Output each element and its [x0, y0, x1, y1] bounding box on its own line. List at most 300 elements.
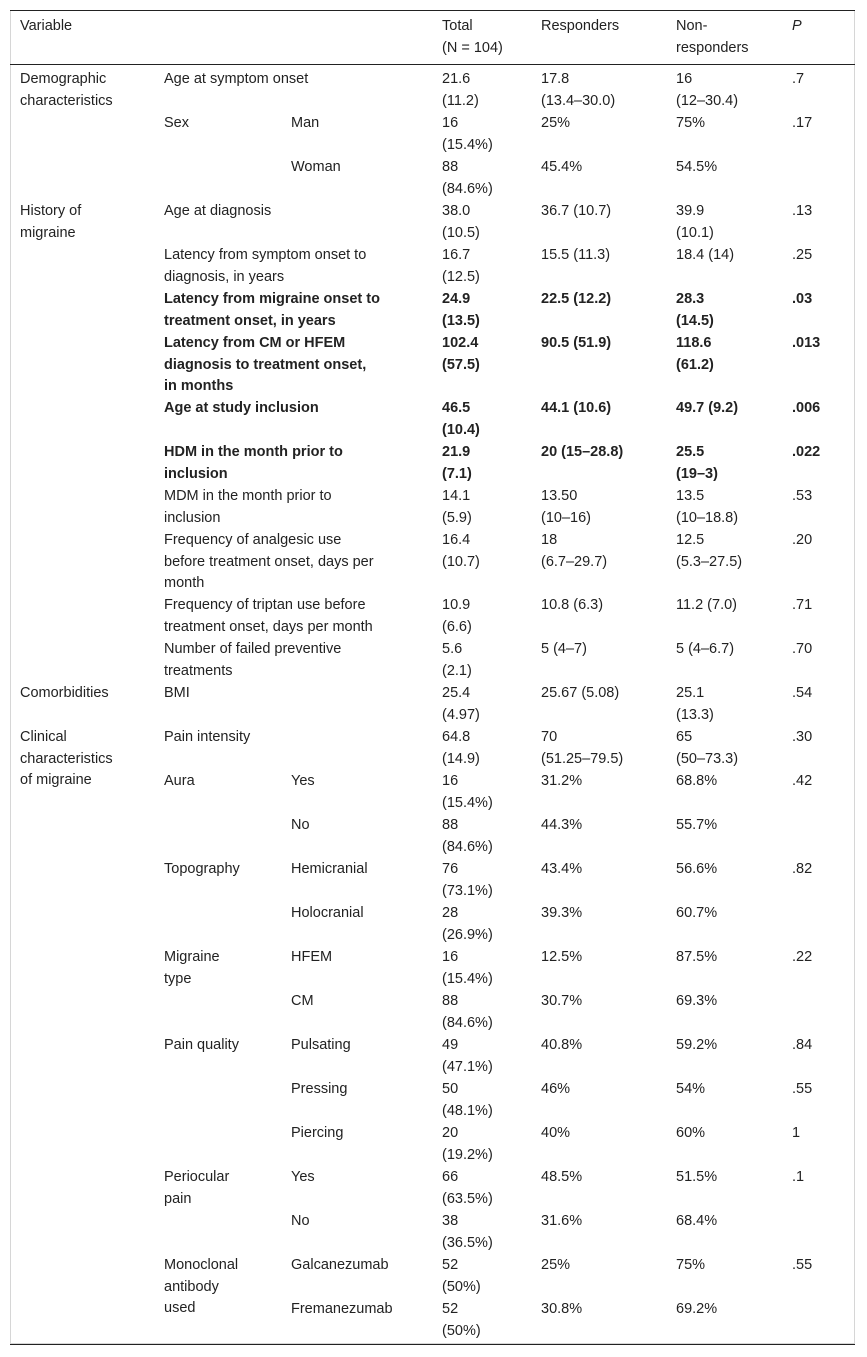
responders-line: 5 (4–7): [541, 641, 587, 657]
total-line: 88: [442, 159, 459, 175]
variable-line: type: [164, 970, 192, 987]
subcategory-cell: [291, 1255, 389, 1277]
nonresponders-cell: [676, 201, 714, 244]
variable-cell: [164, 595, 373, 638]
total-line: (10.7): [442, 553, 480, 570]
nonresponders-line: 68.8%: [676, 773, 718, 789]
header-nonresponders-line: Non-: [676, 18, 708, 34]
responders-line: 17.8: [541, 71, 570, 87]
subcategory-cell: [291, 1123, 343, 1145]
responders-line: 25.67 (5.08): [541, 685, 620, 701]
nonresponders-cell: [676, 595, 737, 617]
responders-cell: [541, 639, 587, 661]
responders-line: (10–16): [541, 509, 591, 526]
p-value-line: .7: [792, 71, 805, 87]
variable-line: inclusion: [164, 509, 221, 526]
total-line: 50: [442, 1081, 459, 1097]
subcategory-cell: [291, 113, 319, 135]
total-cell: [442, 1167, 493, 1210]
responders-line: 31.2%: [541, 773, 583, 789]
p-value-line: .1: [792, 1169, 805, 1185]
total-line: (73.1%): [442, 882, 493, 899]
total-line: (5.9): [442, 509, 472, 526]
nonresponders-line: 59.2%: [676, 1037, 718, 1053]
nonresponders-line: 5 (4–6.7): [676, 641, 735, 657]
nonresponders-line: (13.3): [676, 706, 714, 723]
total-line: (6.6): [442, 618, 472, 635]
variable-cell: [164, 771, 195, 793]
subcategory-line: Hemicranial: [291, 861, 368, 877]
p-value-cell: [792, 595, 812, 617]
nonresponders-line: (10.1): [676, 224, 714, 241]
total-cell: [442, 771, 493, 814]
responders-line: 44.1 (10.6): [541, 400, 612, 416]
responders-line: 10.8 (6.3): [541, 597, 604, 613]
nonresponders-line: 18.4 (14): [676, 247, 735, 263]
responders-cell: [541, 1035, 582, 1057]
nonresponders-line: 51.5%: [676, 1169, 718, 1185]
p-value-line: .03: [792, 291, 813, 307]
p-value-line: .13: [792, 203, 813, 219]
variable-line: Periocular: [164, 1169, 230, 1185]
nonresponders-cell: [676, 289, 714, 332]
p-value-line: .022: [792, 444, 821, 460]
header-total-line: (N = 104): [442, 39, 503, 56]
responders-cell: [541, 947, 582, 969]
responders-line: 43.4%: [541, 861, 583, 877]
p-value-line: .20: [792, 532, 813, 548]
variable-line: Number of failed preventive: [164, 641, 342, 657]
group-cell: [20, 201, 81, 244]
nonresponders-cell: [676, 69, 738, 112]
subcategory-line: Yes: [291, 773, 315, 789]
group-line: characteristics: [20, 750, 113, 767]
p-value-line: .17: [792, 115, 813, 131]
variable-line: Sex: [164, 115, 189, 131]
responders-line: 45.4%: [541, 159, 583, 175]
subcategory-line: Piercing: [291, 1125, 344, 1141]
variable-line: Frequency of triptan use before: [164, 597, 366, 613]
total-line: (84.6%): [442, 838, 493, 855]
responders-line: 40.8%: [541, 1037, 583, 1053]
total-cell: [442, 530, 480, 573]
responders-line: 36.7 (10.7): [541, 203, 612, 219]
p-value-cell: [792, 289, 812, 311]
subcategory-line: No: [291, 1213, 310, 1229]
variable-line: treatments: [164, 662, 233, 679]
responders-cell: [541, 859, 582, 881]
p-value-line: 1: [792, 1125, 801, 1141]
p-value-cell: [792, 530, 812, 552]
variable-line: antibody: [164, 1278, 219, 1295]
variable-line: MDM in the month prior to: [164, 488, 332, 504]
total-line: (14.9): [442, 750, 480, 767]
nonresponders-cell: [676, 157, 717, 179]
p-value-cell: [792, 1123, 800, 1145]
responders-line: 39.3%: [541, 905, 583, 921]
p-value-line: .84: [792, 1037, 813, 1053]
p-value-cell: [792, 113, 812, 135]
subcategory-cell: [291, 1035, 351, 1057]
responders-line: 22.5 (12.2): [541, 291, 612, 307]
total-line: 24.9: [442, 291, 471, 307]
total-cell: [442, 727, 480, 770]
p-value-cell: [792, 947, 812, 969]
variable-cell: [164, 201, 271, 223]
responders-cell: [541, 157, 582, 179]
responders-line: 20 (15–28.8): [541, 444, 624, 460]
total-cell: [442, 157, 493, 200]
nonresponders-cell: [676, 1211, 717, 1233]
total-line: (63.5%): [442, 1190, 493, 1207]
group-cell: [20, 727, 113, 792]
nonresponders-cell: [676, 530, 742, 573]
nonresponders-line: 60.7%: [676, 905, 718, 921]
header-total: [442, 16, 503, 59]
total-cell: [442, 486, 472, 529]
total-line: 25.4: [442, 685, 471, 701]
variable-line: Age at symptom onset: [164, 71, 309, 87]
p-value-line: .55: [792, 1257, 813, 1273]
variable-cell: [164, 333, 366, 398]
p-value-cell: [792, 486, 812, 508]
p-value-cell: [792, 1167, 804, 1189]
subcategory-line: Yes: [291, 1169, 315, 1185]
nonresponders-line: 75%: [676, 115, 706, 131]
p-value-line: .82: [792, 861, 813, 877]
variable-cell: [164, 727, 250, 749]
nonresponders-line: 54%: [676, 1081, 706, 1097]
subcategory-line: HFEM: [291, 949, 333, 965]
subcategory-line: Pulsating: [291, 1037, 351, 1053]
total-line: 28: [442, 905, 459, 921]
total-line: (26.9%): [442, 926, 493, 943]
table-top-rule: [10, 10, 855, 11]
total-line: (11.2): [442, 92, 479, 109]
variable-line: before treatment onset, days per: [164, 553, 374, 570]
nonresponders-cell: [676, 1255, 705, 1277]
p-value-line: .25: [792, 247, 813, 263]
total-cell: [442, 245, 480, 288]
nonresponders-line: (5.3–27.5): [676, 553, 743, 570]
variable-line: in months: [164, 378, 234, 394]
variable-line: Latency from CM or HFEM: [164, 335, 346, 351]
total-line: 16: [442, 115, 459, 131]
variable-line: Pain quality: [164, 1037, 239, 1053]
nonresponders-line: (19–3): [676, 465, 718, 482]
p-value-line: .006: [792, 400, 821, 416]
variable-cell: [164, 113, 189, 135]
nonresponders-cell: [676, 771, 717, 793]
nonresponders-cell: [676, 639, 734, 661]
responders-line: 46%: [541, 1081, 571, 1097]
table-header-rule: [10, 64, 855, 65]
responders-line: 12.5%: [541, 949, 583, 965]
subcategory-line: Fremanezumab: [291, 1301, 393, 1317]
variable-cell: [164, 1035, 239, 1057]
subcategory-cell: [291, 815, 310, 837]
subcategory-cell: [291, 859, 368, 881]
total-line: (13.5): [442, 312, 480, 329]
total-line: (10.4): [442, 421, 480, 438]
p-value-line: .30: [792, 729, 813, 745]
total-line: 16.7: [442, 247, 471, 263]
nonresponders-line: (50–73.3): [676, 750, 739, 767]
total-cell: [442, 639, 472, 682]
nonresponders-cell: [676, 859, 717, 881]
nonresponders-cell: [676, 113, 705, 135]
p-value-cell: [792, 333, 820, 355]
total-cell: [442, 1211, 493, 1254]
nonresponders-line: 28.3: [676, 291, 705, 307]
nonresponders-cell: [676, 991, 717, 1013]
p-value-line: .013: [792, 335, 821, 351]
responders-line: 25%: [541, 1257, 571, 1273]
subcategory-cell: [291, 947, 332, 969]
group-line: Comorbidities: [20, 685, 109, 701]
group-cell: [20, 683, 109, 705]
group-cell: [20, 69, 113, 112]
total-line: 64.8: [442, 729, 471, 745]
responders-cell: [541, 530, 607, 573]
p-value-cell: [792, 442, 820, 464]
p-value-cell: [792, 1255, 812, 1277]
nonresponders-line: (12–30.4): [676, 92, 739, 109]
responders-cell: [541, 683, 619, 705]
responders-line: 40%: [541, 1125, 571, 1141]
total-line: 20: [442, 1125, 459, 1141]
responders-cell: [541, 398, 611, 420]
responders-cell: [541, 333, 611, 355]
variable-line: Age at study inclusion: [164, 400, 319, 416]
total-line: (15.4%): [442, 136, 493, 153]
subcategory-line: Man: [291, 115, 320, 131]
variable-cell: [164, 859, 240, 881]
p-value-cell: [792, 201, 812, 223]
group-line: of migraine: [20, 772, 92, 788]
p-value-cell: [792, 398, 820, 420]
subcategory-line: CM: [291, 993, 314, 1009]
p-value-cell: [792, 1035, 812, 1057]
total-cell: [442, 1255, 481, 1298]
variable-cell: [164, 683, 190, 705]
total-cell: [442, 442, 472, 485]
variable-line: Monoclonal: [164, 1257, 239, 1273]
total-cell: [442, 113, 493, 156]
responders-line: 48.5%: [541, 1169, 583, 1185]
variable-cell: [164, 289, 380, 332]
nonresponders-cell: [676, 398, 738, 420]
subcategory-cell: [291, 1299, 393, 1321]
responders-line: 44.3%: [541, 817, 583, 833]
variable-cell: [164, 398, 319, 420]
nonresponders-cell: [676, 815, 717, 837]
header-total-line: Total: [442, 18, 473, 34]
nonresponders-cell: [676, 683, 714, 726]
total-line: (48.1%): [442, 1102, 493, 1119]
p-value-line: .42: [792, 773, 813, 789]
total-line: (57.5): [442, 356, 480, 373]
total-line: 52: [442, 1301, 459, 1317]
responders-line: 90.5 (51.9): [541, 335, 612, 351]
variable-cell: [164, 530, 374, 595]
variable-line: pain: [164, 1190, 192, 1207]
header-nonresponders: [676, 16, 749, 59]
total-line: (84.6%): [442, 180, 493, 197]
total-line: (47.1%): [442, 1058, 493, 1075]
total-cell: [442, 1299, 481, 1342]
responders-cell: [541, 113, 570, 135]
subcategory-cell: [291, 1167, 315, 1189]
nonresponders-cell: [676, 1079, 705, 1101]
group-line: migraine: [20, 224, 76, 241]
subcategory-cell: [291, 771, 315, 793]
total-line: (36.5%): [442, 1234, 493, 1251]
nonresponders-line: 55.7%: [676, 817, 718, 833]
total-cell: [442, 1035, 493, 1078]
total-line: (7.1): [442, 465, 472, 482]
group-line: Demographic: [20, 71, 107, 87]
responders-cell: [541, 595, 603, 617]
variable-cell: [164, 947, 220, 990]
variable-line: Topography: [164, 861, 240, 877]
responders-cell: [541, 1123, 570, 1145]
p-value-line: .55: [792, 1081, 813, 1097]
total-cell: [442, 69, 479, 112]
nonresponders-line: 69.3%: [676, 993, 718, 1009]
nonresponders-cell: [676, 727, 738, 770]
responders-line: 30.8%: [541, 1301, 583, 1317]
variable-line: Latency from symptom onset to: [164, 247, 367, 263]
total-line: (84.6%): [442, 1014, 493, 1031]
nonresponders-cell: [676, 1123, 705, 1145]
nonresponders-line: (14.5): [676, 312, 714, 329]
p-value-line: .53: [792, 488, 813, 504]
responders-line: 18: [541, 532, 558, 548]
total-line: 21.9: [442, 444, 471, 460]
group-line: Clinical: [20, 729, 67, 745]
total-line: 16: [442, 949, 459, 965]
total-line: (10.5): [442, 224, 480, 241]
subcategory-cell: [291, 157, 341, 179]
responders-cell: [541, 815, 582, 837]
variable-cell: [164, 486, 332, 529]
subcategory-cell: [291, 903, 364, 925]
total-cell: [442, 201, 480, 244]
subcategory-cell: [291, 991, 314, 1013]
responders-cell: [541, 727, 623, 770]
total-line: (2.1): [442, 662, 472, 679]
variable-line: Age at diagnosis: [164, 203, 272, 219]
table-bottom-rule: [10, 1344, 855, 1345]
total-line: 16: [442, 773, 459, 789]
responders-line: 70: [541, 729, 558, 745]
total-line: 76: [442, 861, 459, 877]
total-cell: [442, 595, 472, 638]
p-value-cell: [792, 69, 804, 91]
nonresponders-line: 68.4%: [676, 1213, 718, 1229]
nonresponders-line: 60%: [676, 1125, 706, 1141]
total-line: 38.0: [442, 203, 471, 219]
nonresponders-cell: [676, 442, 718, 485]
responders-cell: [541, 245, 610, 267]
nonresponders-cell: [676, 947, 717, 969]
responders-cell: [541, 991, 582, 1013]
nonresponders-line: 39.9: [676, 203, 705, 219]
total-line: 46.5: [442, 400, 471, 416]
variable-line: Migraine: [164, 949, 220, 965]
total-line: (15.4%): [442, 970, 493, 987]
p-value-line: .70: [792, 641, 813, 657]
subcategory-line: Woman: [291, 159, 341, 175]
p-value-cell: [792, 1079, 812, 1101]
nonresponders-cell: [676, 333, 714, 376]
total-line: (50%): [442, 1322, 481, 1339]
nonresponders-line: 25.5: [676, 444, 705, 460]
total-cell: [442, 289, 480, 332]
nonresponders-cell: [676, 245, 734, 267]
nonresponders-line: 16: [676, 71, 693, 87]
subcategory-cell: [291, 1079, 347, 1101]
responders-cell: [541, 1211, 582, 1233]
subcategory-cell: [291, 1211, 310, 1233]
total-line: (4.97): [442, 706, 480, 723]
responders-line: 30.7%: [541, 993, 583, 1009]
variable-line: HDM in the month prior to: [164, 444, 343, 460]
nonresponders-line: 118.6: [676, 335, 712, 351]
total-line: 102.4: [442, 335, 479, 351]
variable-line: treatment onset, days per month: [164, 618, 373, 635]
nonresponders-line: 25.1: [676, 685, 705, 701]
p-value-cell: [792, 859, 812, 881]
nonresponders-line: (10–18.8): [676, 509, 739, 526]
responders-line: 15.5 (11.3): [541, 247, 611, 263]
variable-line: month: [164, 575, 205, 591]
nonresponders-line: 56.6%: [676, 861, 718, 877]
total-line: 16.4: [442, 532, 471, 548]
total-line: 5.6: [442, 641, 463, 657]
nonresponders-line: 49.7 (9.2): [676, 400, 739, 416]
total-line: 49: [442, 1037, 459, 1053]
responders-cell: [541, 289, 611, 311]
variable-line: diagnosis to treatment onset,: [164, 356, 367, 373]
nonresponders-line: 69.2%: [676, 1301, 718, 1317]
group-line: characteristics: [20, 92, 113, 109]
total-line: 52: [442, 1257, 459, 1273]
variable-cell: [164, 1167, 229, 1210]
total-line: 88: [442, 817, 459, 833]
variable-line: Frequency of analgesic use: [164, 532, 342, 548]
nonresponders-cell: [676, 1035, 717, 1057]
nonresponders-line: 54.5%: [676, 159, 718, 175]
subcategory-line: Holocranial: [291, 905, 364, 921]
variable-line: treatment onset, in years: [164, 312, 336, 329]
responders-cell: [541, 1079, 570, 1101]
variable-line: Latency from migraine onset to: [164, 291, 380, 307]
variable-line: inclusion: [164, 465, 228, 482]
table-frame: [10, 10, 855, 1344]
total-cell: [442, 991, 493, 1034]
header-responders: Responders: [541, 18, 620, 34]
nonresponders-cell: [676, 1167, 717, 1189]
subcategory-line: No: [291, 817, 310, 833]
nonresponders-line: 75%: [676, 1257, 706, 1273]
variable-cell: [164, 639, 341, 682]
p-value-line: .71: [792, 597, 813, 613]
total-line: 14.1: [442, 488, 471, 504]
subcategory-line: Pressing: [291, 1081, 348, 1097]
total-line: (50%): [442, 1278, 481, 1295]
